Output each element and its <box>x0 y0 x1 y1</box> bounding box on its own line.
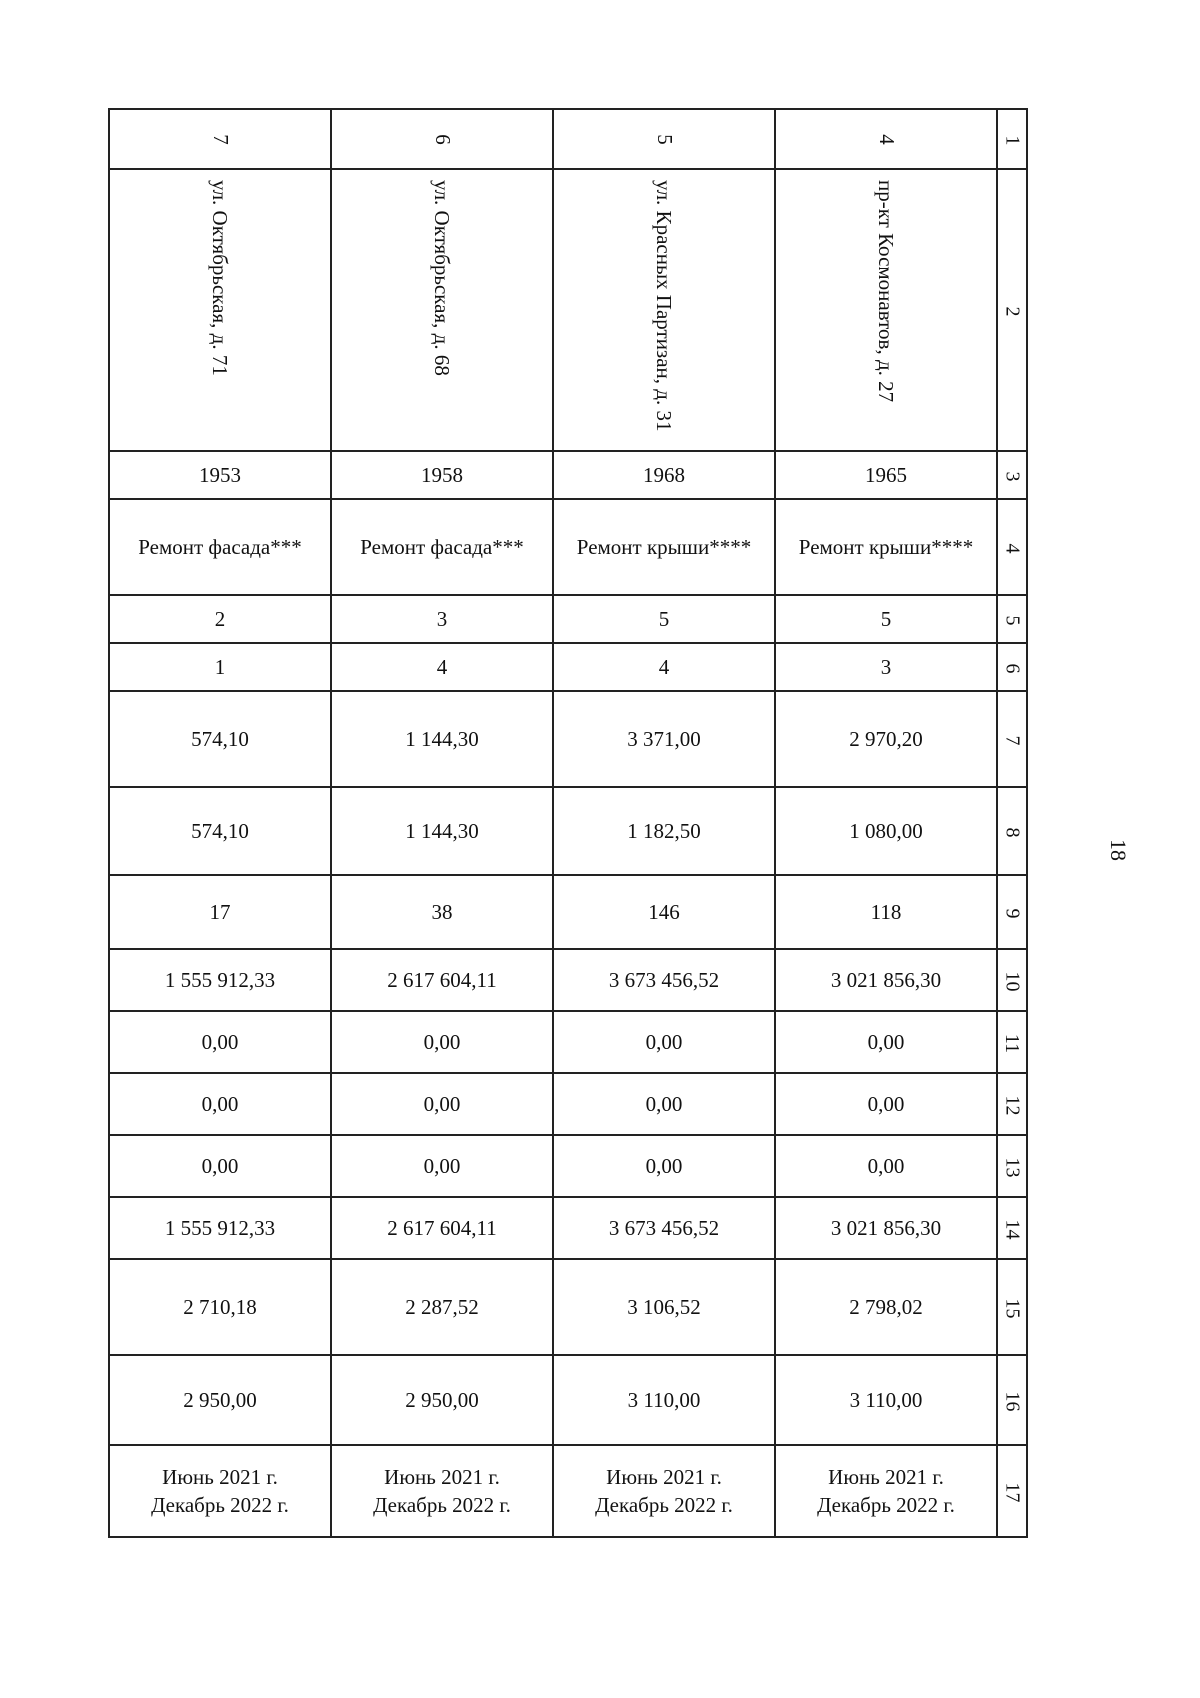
table-cell <box>109 169 331 451</box>
row-number-cell <box>997 595 1027 643</box>
table-cell <box>109 109 331 169</box>
table-cell: Ремонт фасада*** <box>109 499 331 595</box>
table-row <box>109 949 1027 1011</box>
row-number: 13 <box>1001 1157 1024 1177</box>
table-cell: 0,00 <box>775 1073 997 1135</box>
row-number-cell <box>997 109 1027 169</box>
table-row <box>109 1135 1027 1197</box>
table-cell: 3 673 456,52 <box>553 1197 775 1259</box>
table-cell: 2 617 604,11 <box>331 1197 553 1259</box>
row-number: 12 <box>1001 1095 1024 1115</box>
table-row <box>109 1445 1027 1537</box>
table-cell <box>331 109 553 169</box>
table-cell: 2 970,20 <box>775 691 997 787</box>
page-number: 18 <box>1106 839 1131 861</box>
table-cell: 1968 <box>553 451 775 499</box>
period-end: Декабрь 2022 г. <box>817 1493 955 1517</box>
table-cell: 5 <box>553 595 775 643</box>
table-row <box>109 643 1027 691</box>
table-cell: 4 <box>553 643 775 691</box>
table-cell <box>553 109 775 169</box>
table-cell: 3 110,00 <box>775 1355 997 1445</box>
table-cell <box>775 109 997 169</box>
table-row <box>109 787 1027 875</box>
table-cell: 3 371,00 <box>553 691 775 787</box>
row-number-cell <box>997 949 1027 1011</box>
table-cell: 1953 <box>109 451 331 499</box>
table-cell: 0,00 <box>331 1135 553 1197</box>
table-cell: 2 950,00 <box>331 1355 553 1445</box>
table-cell: 0,00 <box>775 1011 997 1073</box>
row-number: 6 <box>1001 663 1024 673</box>
table-cell: 3 106,52 <box>553 1259 775 1355</box>
table-cell: 574,10 <box>109 787 331 875</box>
row-number-cell <box>997 451 1027 499</box>
address-text: ул. Октябрьская, д. 71 <box>208 180 232 376</box>
table-cell: Ремонт крыши**** <box>775 499 997 595</box>
table-cell: 0,00 <box>109 1011 331 1073</box>
period-start: Июнь 2021 г. <box>828 1465 944 1489</box>
period-start: Июнь 2021 г. <box>606 1465 722 1489</box>
row-number: 7 <box>1001 735 1024 745</box>
row-number-cell <box>997 1073 1027 1135</box>
table-row <box>109 169 1027 451</box>
table-cell: 146 <box>553 875 775 949</box>
table-cell <box>775 169 997 451</box>
table-cell: 0,00 <box>109 1073 331 1135</box>
table-cell <box>331 169 553 451</box>
table-cell: 3 <box>331 595 553 643</box>
row-number: 1 <box>1001 135 1024 145</box>
repair-schedule-table <box>108 108 1028 1538</box>
table-cell: 1958 <box>331 451 553 499</box>
table-cell: 2 <box>109 595 331 643</box>
row-number: 2 <box>1001 306 1024 316</box>
table-cell: 574,10 <box>109 691 331 787</box>
table-cell: 3 110,00 <box>553 1355 775 1445</box>
period-start: Июнь 2021 г. <box>162 1465 278 1489</box>
table-cell: 1 182,50 <box>553 787 775 875</box>
row-number: 10 <box>1001 971 1024 991</box>
table-cell <box>553 1445 775 1537</box>
row-number-cell <box>997 499 1027 595</box>
table-cell: 118 <box>775 875 997 949</box>
table-cell: Ремонт крыши**** <box>553 499 775 595</box>
table-row <box>109 1073 1027 1135</box>
row-number-cell <box>997 1259 1027 1355</box>
table-cell: 3 021 856,30 <box>775 949 997 1011</box>
table-cell: 0,00 <box>109 1135 331 1197</box>
table-cell: 0,00 <box>553 1073 775 1135</box>
period-end: Декабрь 2022 г. <box>373 1493 511 1517</box>
table-row <box>109 1197 1027 1259</box>
address-text: ул. Октябрьская, д. 68 <box>430 180 454 376</box>
column-number: 6 <box>430 133 455 145</box>
table-cell: 2 287,52 <box>331 1259 553 1355</box>
row-number-cell <box>997 691 1027 787</box>
period-end: Декабрь 2022 г. <box>595 1493 733 1517</box>
table-cell: 2 950,00 <box>109 1355 331 1445</box>
table-cell <box>109 1445 331 1537</box>
row-number: 11 <box>1001 1033 1024 1053</box>
table-cell: 2 798,02 <box>775 1259 997 1355</box>
row-number: 8 <box>1001 827 1024 837</box>
table-cell: 1 080,00 <box>775 787 997 875</box>
table-row <box>109 1011 1027 1073</box>
table-row <box>109 499 1027 595</box>
column-number: 7 <box>208 133 233 145</box>
table-cell: 3 <box>775 643 997 691</box>
table-cell: 1965 <box>775 451 997 499</box>
row-number: 3 <box>1001 471 1024 481</box>
period-start: Июнь 2021 г. <box>384 1465 500 1489</box>
row-number: 15 <box>1001 1298 1024 1318</box>
table-row <box>109 1355 1027 1445</box>
row-number-cell <box>997 643 1027 691</box>
table-row <box>109 1259 1027 1355</box>
row-number-cell <box>997 1355 1027 1445</box>
table-cell: Ремонт фасада*** <box>331 499 553 595</box>
row-number: 4 <box>1001 543 1024 553</box>
table-cell: 1 555 912,33 <box>109 949 331 1011</box>
table-cell <box>775 1445 997 1537</box>
address-text: ул. Красных Партизан, д. 31 <box>652 180 676 432</box>
row-number-cell <box>997 1445 1027 1537</box>
table-cell: 1 555 912,33 <box>109 1197 331 1259</box>
table-cell <box>553 169 775 451</box>
table-cell: 0,00 <box>331 1011 553 1073</box>
row-number: 9 <box>1001 908 1024 918</box>
table-cell: 1 144,30 <box>331 787 553 875</box>
table-cell: 5 <box>775 595 997 643</box>
column-number: 4 <box>874 133 899 145</box>
row-number-cell <box>997 875 1027 949</box>
row-number: 16 <box>1001 1391 1024 1411</box>
table-cell <box>331 1445 553 1537</box>
table-cell: 2 710,18 <box>109 1259 331 1355</box>
table-row <box>109 595 1027 643</box>
table-cell: 0,00 <box>553 1135 775 1197</box>
table-cell: 38 <box>331 875 553 949</box>
row-number: 17 <box>1001 1482 1024 1502</box>
table-cell: 0,00 <box>331 1073 553 1135</box>
table-row <box>109 109 1027 169</box>
table-row <box>109 875 1027 949</box>
table-cell: 3 673 456,52 <box>553 949 775 1011</box>
column-number: 5 <box>652 133 677 145</box>
table-cell: 2 617 604,11 <box>331 949 553 1011</box>
row-number-cell <box>997 1135 1027 1197</box>
table-cell: 0,00 <box>553 1011 775 1073</box>
table-cell: 1 <box>109 643 331 691</box>
row-number-cell <box>997 1197 1027 1259</box>
address-text: пр-кт Космонавтов, д. 27 <box>874 180 898 403</box>
table-cell: 17 <box>109 875 331 949</box>
row-number-cell <box>997 169 1027 451</box>
row-number: 14 <box>1001 1219 1024 1239</box>
row-number: 5 <box>1001 615 1024 625</box>
table-cell: 4 <box>331 643 553 691</box>
row-number-cell <box>997 1011 1027 1073</box>
row-number-cell <box>997 787 1027 875</box>
table-cell: 3 021 856,30 <box>775 1197 997 1259</box>
period-end: Декабрь 2022 г. <box>151 1493 289 1517</box>
table-row <box>109 691 1027 787</box>
table-cell: 1 144,30 <box>331 691 553 787</box>
table-row <box>109 451 1027 499</box>
table-cell: 0,00 <box>775 1135 997 1197</box>
